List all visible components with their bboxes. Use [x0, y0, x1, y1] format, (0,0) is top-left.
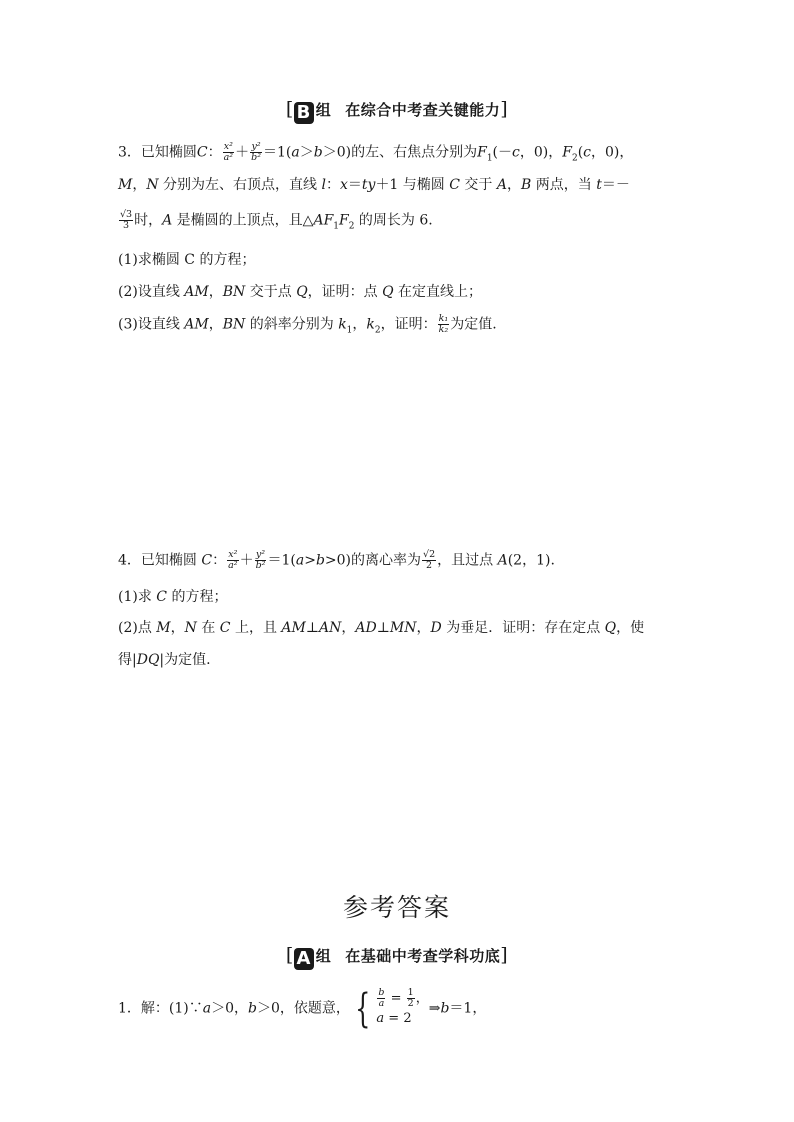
- var: M: [156, 620, 171, 636]
- subscript: 2: [348, 221, 355, 232]
- fraction-y2-b2: $\frac{\text{y²}}{\text{b²}}$: [255, 549, 266, 571]
- var: N: [146, 177, 159, 193]
- text: 为定值.: [450, 316, 497, 333]
- var: C: [449, 177, 460, 193]
- text: 分别为左、右顶点，直线: [158, 177, 322, 193]
- var: C: [156, 589, 167, 605]
- text: 为垂足．证明：存在定点: [441, 620, 605, 636]
- text: (2)点: [118, 620, 157, 636]
- left-brace-icon: {: [355, 985, 371, 1032]
- var: C: [201, 552, 213, 569]
- text: ：: [207, 144, 222, 161]
- subscript: 1: [346, 325, 353, 336]
- section-a-title: 在基础中考查学科功底: [345, 947, 501, 965]
- bracket-close: ]: [500, 944, 509, 966]
- subscript: 1: [486, 153, 493, 164]
- var: l: [321, 177, 326, 193]
- text: ，: [208, 284, 223, 300]
- equation-system: $\frac{b}{a}$ = $\frac{1}{2}$ ， a = 2: [376, 987, 429, 1026]
- problem3-line3: [118, 210, 433, 236]
- text: 两点，当: [531, 177, 597, 193]
- var: c: [512, 144, 520, 161]
- text: ＞: [299, 144, 314, 161]
- text: ＞0)的左、右焦点分别为: [322, 144, 478, 161]
- fraction-sqrt3-3: $\frac{√3}{3}$: [120, 209, 133, 231]
- text: (3)设直线: [118, 316, 185, 333]
- fraction-x2-a2: $\frac{\text{x²}}{\text{a²}}$: [228, 549, 238, 571]
- var: MN: [389, 620, 417, 636]
- var: AF: [313, 212, 334, 229]
- fraction-sqrt2-2: $\frac{√2}{2}$: [423, 549, 436, 571]
- var: A: [162, 212, 173, 229]
- group-letter-a-icon: A: [294, 948, 314, 970]
- var: Q: [382, 284, 394, 300]
- group-letter-b-icon: B: [294, 102, 314, 124]
- text: (2)设直线: [118, 284, 185, 300]
- var: c: [583, 144, 591, 161]
- subscript: 1: [333, 221, 340, 232]
- var: ty: [361, 177, 376, 193]
- text: ，: [507, 177, 521, 193]
- text: 交于: [459, 177, 497, 193]
- var: k: [338, 316, 347, 333]
- var: b: [440, 1000, 450, 1017]
- text: ＝1(: [263, 144, 292, 161]
- problem-number: 3．: [118, 144, 141, 161]
- group-label: 组: [315, 947, 332, 965]
- var: F: [339, 212, 349, 229]
- text: >0)的离心率为: [324, 552, 422, 569]
- text: (－: [492, 144, 513, 161]
- var: AM: [281, 620, 306, 636]
- text: ，: [416, 620, 431, 636]
- fraction-y2-b2: $\frac{\text{y²}}{\text{b²}}$: [251, 141, 262, 163]
- var: C: [196, 144, 208, 161]
- text: ＝1，: [449, 1000, 487, 1017]
- subscript: 2: [571, 153, 578, 164]
- text: 交于点: [245, 284, 297, 300]
- var: F: [562, 144, 572, 161]
- text: ⇒: [428, 1000, 441, 1017]
- problem4-q2-cont: [118, 650, 211, 670]
- solution1-line1: [118, 985, 487, 1032]
- text: ，证明：: [380, 316, 437, 333]
- var: k: [366, 316, 375, 333]
- var: D: [430, 620, 442, 636]
- var: b: [313, 144, 323, 161]
- text: (1)求: [118, 589, 157, 605]
- problem4-q2: [118, 618, 644, 638]
- problem-number: 4．: [118, 552, 141, 569]
- var: BN: [222, 316, 246, 333]
- var: Q: [296, 284, 308, 300]
- text: 解：(1)∵: [140, 1000, 203, 1017]
- problem4-q1: [118, 587, 227, 607]
- text: ＞0，: [211, 1000, 249, 1017]
- var: b: [248, 1000, 258, 1017]
- text: 已知椭圆: [140, 144, 197, 161]
- text: 时，: [134, 212, 163, 229]
- var: N: [184, 620, 197, 636]
- text: 得|: [118, 652, 137, 668]
- var: B: [521, 177, 532, 193]
- var: a: [291, 144, 300, 161]
- text: 在定直线上；: [393, 284, 483, 300]
- problem3-q3: [118, 314, 497, 340]
- solution-number: 1．: [118, 1000, 141, 1017]
- var: C: [219, 620, 231, 636]
- problem3-line2: [118, 175, 630, 195]
- fraction-x2-a2: $\frac{\text{x²}}{\text{a²}}$: [223, 141, 234, 163]
- text: ，0)，: [591, 144, 634, 161]
- text: 已知椭圆: [140, 552, 202, 569]
- var: F: [477, 144, 487, 161]
- var: a: [202, 1000, 212, 1017]
- text: ⊥: [305, 620, 320, 636]
- var: DQ: [136, 652, 160, 668]
- text: >: [304, 552, 316, 569]
- text: ，且过点: [437, 552, 498, 569]
- text: ：: [212, 552, 227, 569]
- text: 的方程；: [167, 589, 228, 605]
- text: (: [577, 144, 584, 161]
- text: ，: [170, 620, 185, 636]
- bracket-close: ]: [500, 98, 509, 120]
- var: a: [295, 552, 305, 569]
- var: Q: [604, 620, 617, 636]
- text: 的周长为 6.: [354, 212, 433, 229]
- group-label: 组: [315, 101, 332, 119]
- text: ＋: [235, 144, 250, 161]
- var: AN: [319, 620, 342, 636]
- problem3-q2: [118, 282, 482, 302]
- text: ＝: [347, 177, 362, 193]
- text: ，: [352, 316, 367, 333]
- section-a-header: [0, 944, 794, 970]
- text: ＝1(: [267, 552, 296, 569]
- var: AD: [355, 620, 377, 636]
- text: (2，1).: [507, 552, 555, 569]
- text: ，: [208, 316, 223, 333]
- bracket-open: [: [285, 98, 294, 120]
- text: 的斜率分别为: [245, 316, 339, 333]
- section-b-title: 在综合中考查关键能力: [345, 101, 501, 119]
- var: A: [497, 552, 508, 569]
- fraction-k1-k2: $\frac{\text{k₁}}{\text{k₂}}$: [438, 313, 449, 335]
- var: t: [596, 177, 602, 193]
- text: ＞0，依题意，: [257, 1000, 350, 1017]
- var: BN: [222, 284, 246, 300]
- var: AM: [184, 316, 209, 333]
- section-b-header: [0, 98, 794, 124]
- problem3-line1: [118, 142, 633, 168]
- text: ，使: [616, 620, 645, 636]
- text: ＋: [239, 552, 254, 569]
- text: ⊥: [376, 620, 390, 636]
- problem3-q1: (1)求椭圆 C 的方程；: [118, 252, 256, 268]
- problem4-line1: [118, 550, 555, 571]
- text: ：: [325, 177, 340, 193]
- text: ＝－: [601, 177, 630, 193]
- text: ，: [132, 177, 147, 193]
- text: ，: [341, 620, 356, 636]
- text: 上，且: [230, 620, 282, 636]
- subscript: 2: [374, 325, 381, 336]
- text: 在: [196, 620, 220, 636]
- text: 是椭圆的上顶点，且△: [172, 212, 314, 229]
- var: x: [339, 177, 348, 193]
- text: |为定值.: [159, 652, 211, 668]
- text: ，0)，: [519, 144, 563, 161]
- answers-title: 参考答案: [342, 893, 451, 922]
- var: AM: [184, 284, 209, 300]
- bracket-open: [: [285, 944, 294, 966]
- text: ，证明：点: [307, 284, 383, 300]
- var: b: [315, 552, 325, 569]
- var: M: [118, 177, 133, 193]
- var: A: [496, 177, 507, 193]
- text: ＋1 与椭圆: [375, 177, 450, 193]
